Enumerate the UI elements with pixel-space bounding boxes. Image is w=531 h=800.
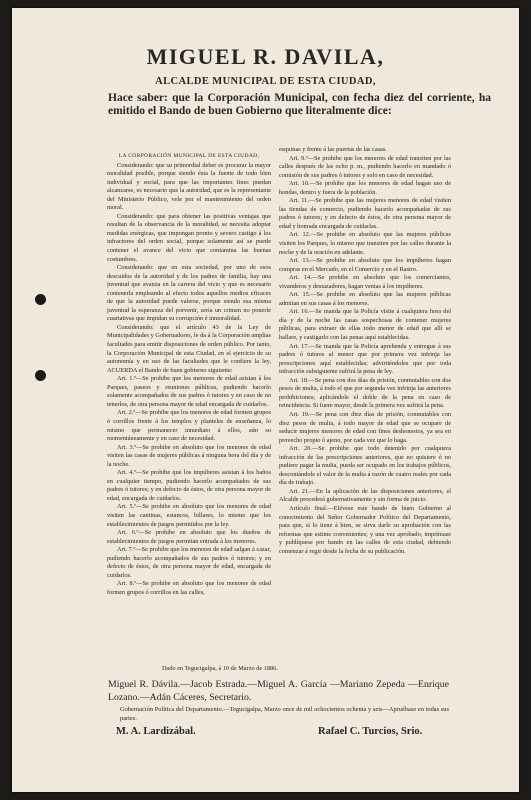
right-text-column [279, 146, 451, 682]
article: Art. 11.—Se prohibe que las mujeres menores de edad visiten las tiendas de comercio, pudiendo hacerlo acompañadas de sus padres ó tutores; y en defecto de éstos, de otra persona mayor de edad y honrada encargada de cuidarlas. [279, 197, 451, 230]
article: Art. 13.—Se prohibe en absoluto que los impúberes hagan compras en el Mercado, en el Comercio y en el Rastro. [279, 257, 451, 273]
column-heading: LA CORPORACIÓN MUNICIPAL DE ESTA CIUDAD, [118, 153, 260, 159]
signer-right: Rafael C. Turcios, Srio. [318, 726, 423, 737]
document-page [12, 8, 519, 792]
paragraph: Considerando: que el artículo 43 de la Ley de Municipalidades y Gobernadores, le da á la Corporación amplias facultades para emitir disposiciones de orden público. Por tanto, la Corporación Municipal de esta Ciudad, en el ejercicio de su autonomía y en uso de las facultades que le confiere la ley, ACUERDA el Bando de buen gobierno siguiente: [107, 323, 271, 374]
article: Art. 19.—Se pena con diez días de prisión, conmutables con diez pesos de multa, á todo mayor de edad que se ocupare de seducir mujeres menores de edad con fines deshonestos, ya sea en provecho propio ó ajeno, por cada vez que lo haga. [279, 410, 451, 444]
punch-hole [35, 370, 46, 381]
article: Art. 7.º—Se prohibe que los menores de edad salgan á cazar, pudiendo hacerlo acompañados de sus padres ó tutores; y en defecto de éstos, de otra persona mayor de edad, encargada de cuidarlos. [107, 546, 271, 579]
article: Art. 17.—Se manda que la Policía aprehenda y entregue á sus padres ó tutores al menor que por primera vez infrinja las prescripciones aquí establecidas; advirtiéndoles que por toda infracción subsiguiente sufrirá la pena de ley. [279, 342, 451, 376]
signer-left: M. A. Lardizábal. [116, 726, 196, 737]
article: Art. 21.—En la aplicación de las disposiciones anteriores, el Alcalde procederá gubernativamente y sin forma de juicio. [279, 487, 451, 504]
article: Art. 5.º—Se prohibe en absoluto que los menores de edad visiten las cantinas, estancos, billares, lo mismo que los establecimientos de juegos permitidos por la ley. [107, 503, 271, 528]
article: Art. 16.—Se manda que la Policía visite á cualquiera hora del día y de la noche las casas sospechosas de contener mujeres públicas, para extraer de ellas todo menor de edad que allí se hallare, y castigarlo con las penas aquí establecidas. [279, 308, 451, 342]
article: Art. 20.—Se prohibe que todo detenido por cualquiera infracción de las prescripciones anteriores, que no quisiere ó no pudiere pagar la multa, pueda ser ocupado en los trabajos públicos, descontándole el valor de la multa á razón de cuatro reales por cada día de trabajo. [279, 445, 451, 487]
intro-paragraph: Hace saber: que la Corporación Municipal, con fecha diez del corriente, ha emitido el Bando de buen Gobierno que literalmente dice: [108, 92, 491, 117]
punch-hole [35, 294, 46, 305]
article: Art. 1.º—Se prohibe que los menores de edad asistan á los Parques, paseos y reuniones públicas, pudiendo hacerlo solamente acompañados de sus padres ó tutores y en caso de no tenerlos, de otra persona mayor de edad encargada de cuidarlos. [107, 375, 271, 408]
paragraph: Considerando: que en esta sociedad, por uno de esos descuidos de la autoridad y de los padres de familia, hay una juventud que avanza en la carrera del vicio y que es necesario contenerla empleando al efecto todos aquellos medios eficaces de que la autoridad puede valerse, porque siendo esa misma juventud la esperanza del porvenir, sería un crimen no ponerle cuartativas que impidan su corrupción é inmoralidad. [107, 264, 271, 323]
paragraph: esquinas y frente á las puertas de las casas. [279, 146, 387, 153]
article: Art. 3.º—Se prohibe en absoluto que los menores de edad visiten las casas de mujeres públicas á ninguna hora del día y de la noche. [107, 443, 271, 468]
article: Art. 9.º—Se prohibe que los menores de edad transiten por las calles después de las ocho p. m., pudiendo hacerlo en mandado ó comisión de sus padres ó tutores y solo en caso de necesidad. [279, 154, 451, 179]
article: Artículo final.—Elévese este bando de buen Gobierno al conocimiento del Señor Gobernador Político del Departamento, para que, si lo tiene á bien, se sirva darle su aprobación con las reformas que estime convenientes; y una vez aprobado, imprímase y publíquese por bando en las calles de esta ciudad, debiendo comenzar á regir desde la fecha de su publicación. [279, 504, 451, 555]
article: Art. 10.—Se prohibe que los menores de edad hagan uso de hondas, dentro y fuera de la población. [279, 180, 451, 196]
article: Art. 2.º—Se prohibe que los menores de edad formen grupos ó corrillos frente á los templos y planteles de enseñanza, lo mismo que permanecer inmediato á ellos, aún so momentáneamente y en caso de necesidad. [107, 409, 271, 443]
article: Art. 18.—Se pena con dos días de prisión, conmutables con dos pesos de multa, á todo el que por segunda vez infrinja las anteriores prohibiciones; aplicándole el doble de la pena en caso de reincidencia. Si fuere mayor, desde la primera vez sufrirá la pena. [279, 376, 451, 410]
left-text-column [107, 152, 271, 676]
document-title: MIGUEL R. DAVILA, [146, 44, 385, 69]
article: Art. 4.º—Se prohibe que los impúberes asistan á los baños en cualquier tiempo, pudiendo hacerlo acompañados de sus padres ó tutores; y en defecto de éstos, de otra persona mayor de edad, encargada de cuidarlos. [107, 469, 271, 502]
article: Art. 12.—Se prohibe en absoluto que las mujeres públicas visiten los Parques, lo mismo que transiten por las calles durante la noche y de la oración en adelante. [279, 231, 451, 256]
date-line: Dado en Tegucigalpa, á 10 de Marzo de 1886. [162, 665, 278, 672]
paragraph: Considerando: que su primordial deber es procurar la mayor moralidad posible, porque siendo ésta la fuente de todo bien individual y social, para que las importantes fines puedan alcanzarse, es necesario que la autoridad, que es la representante del Ministerio Público, vele por el mantenimiento del orden moral. [107, 161, 271, 212]
article: Art. 6.º—Se prohibe en absoluto que los dueños de establecimientos de juegos permitan entrada á los menores. [107, 529, 271, 545]
government-approval: Gobernación Política del Departamento.—Tegucigalpa, Marzo once de mil ochocientos ochenta y seis—Apruébase en todas sus partes. [120, 706, 449, 722]
article: Art. 15.—Se prohibe en absoluto que las mujeres públicas admitan en sus casas á los menores. [279, 291, 451, 307]
document-subtitle: ALCALDE MUNICIPAL DE ESTA CIUDAD, [155, 76, 376, 87]
article: Art. 14.—Se prohibe en absoluto que los comerciantes, vivanderos y destazadores, hagan ventas á los impúberes. [279, 274, 451, 290]
paragraph: Considerando: que para obtener las positivas ventajas que resultan de la observancia de la moralidad, se necesita adoptar medidas enérgicas, que impongan pronto y severo castigo á los infractores del orden social, porque solamente así se puede contener el avance del vicio que contamina las buenas costumbres. [107, 212, 271, 263]
signatures-line: Miguel R. Dávila.—Jacob Estrada.—Miguel A. García —Mariano Zepeda —Enrique Lozano.—Adán Cáceres, Secretario. [108, 679, 449, 703]
article: Art. 8.º—Se prohibe en absoluto que los menores de edad formen grupos ó corrillos en las calles, [107, 580, 271, 596]
